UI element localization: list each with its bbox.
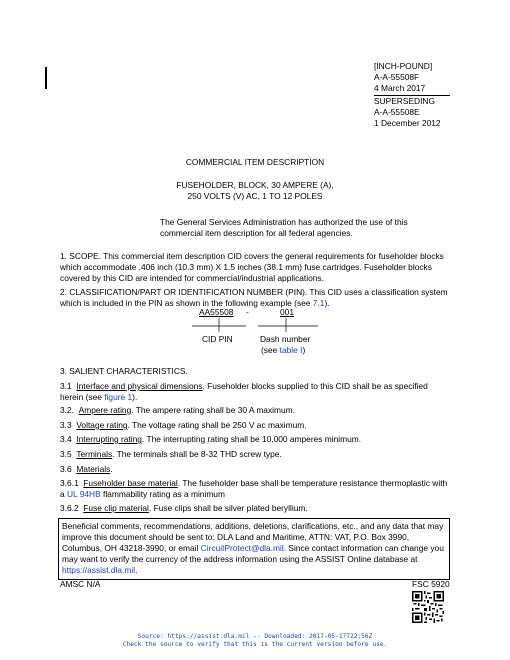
section-3-6-1-number: 3.6.1 xyxy=(60,478,79,488)
section-3-6-1-text: . The fuseholder base shall be temperature resistance thermoplastic with a xyxy=(60,478,448,499)
figure-reference-link[interactable]: figure 1 xyxy=(104,392,133,402)
qr-code-icon xyxy=(412,591,444,623)
authorization-line-1: The General Services Administration has authorized the use of this xyxy=(160,217,408,227)
section-3-6-title: Materials xyxy=(76,464,111,474)
classification-text-end: ). xyxy=(324,298,330,308)
footer-verify-line: Check the source to verify that this is the current version before use. xyxy=(122,641,388,648)
section-3-3-text: . The voltage rating shall be 250 V ac maximum. xyxy=(127,420,307,430)
section-3-2-text: . The ampere rating shall be 30 A maximum. xyxy=(131,405,295,415)
superseded-date: 1 December 2012 xyxy=(374,118,441,128)
section-3-3-number: 3.3 xyxy=(60,420,72,430)
comments-notice-box xyxy=(58,518,450,580)
document-id: A-A-55508F xyxy=(374,72,420,82)
download-footer xyxy=(0,633,510,649)
section-3-1-title: Interface and physical dimensions xyxy=(76,381,203,391)
section-3-5-number: 3.5 xyxy=(60,449,72,459)
section-3-6-1-title: Fuseholder base material xyxy=(83,478,178,488)
authorization-statement xyxy=(160,217,460,239)
pin-dash-part: 001 xyxy=(280,307,294,317)
pin-separator: - xyxy=(246,307,249,317)
section-3-4-text: . The interrupting rating shall be 10,000 amperes minimum. xyxy=(141,434,362,444)
item-title-line-2: 250 VOLTS (V) AC, 1 TO 12 POLES xyxy=(187,191,323,201)
section-3-2-title: Ampere rating xyxy=(78,405,132,415)
pin-cid-label: CID PIN xyxy=(202,334,233,344)
amsc-designation: AMSC N/A xyxy=(60,579,101,589)
section-3-5 xyxy=(60,449,452,460)
salient-heading: 3. SALIENT CHARACTERISTICS. xyxy=(60,366,188,376)
section-3-6-2-number: 3.6.2 xyxy=(60,503,79,513)
section-3-1-end: ). xyxy=(132,392,138,402)
section-3-1-text: . Fuseholder blocks supplied to this CID shall be as specified herein (see xyxy=(60,381,428,402)
pin-dash-ref-close: ) xyxy=(302,345,306,355)
section-3-3-title: Voltage rating xyxy=(76,420,128,430)
document-type-title: COMMERCIAL ITEM DESCRIPTION xyxy=(185,157,325,167)
section-3-5-text: . The terminals shall be 8-32 THD screw type. xyxy=(112,449,282,459)
section-3-2 xyxy=(60,405,452,416)
notice-text-2: . Since contact information can change you may want to verify the currency of the address information using the ASSIST Online database at xyxy=(62,543,444,564)
pin-dash-reference xyxy=(261,345,305,356)
section-3-6-1 xyxy=(60,478,452,500)
footer-source-line: Source: https://assist.dla.mil -- Downloaded: 2017-05-17T22:56Z xyxy=(137,633,373,640)
ul-94hb-link[interactable]: UL 94HB xyxy=(67,489,101,499)
fsc-code: FSC 5920 xyxy=(412,579,450,589)
authorization-line-2: commercial item description for all federal agencies. xyxy=(160,228,353,238)
section-3-6-2 xyxy=(60,503,452,514)
pin-example-diagram xyxy=(190,306,330,356)
section-3-6-2-text: . Fuse clips shall be silver plated beryllium. xyxy=(148,503,308,513)
section-3-2-number: 3.2. xyxy=(60,405,74,415)
notice-text-3: . xyxy=(135,565,138,575)
classification-text: 2. CLASSIFICATION/PART OR IDENTIFICATION NUMBER (PIN). This CID uses a classification system which is included in the PIN as shown in the following example (see xyxy=(60,287,448,308)
section-3-5-title: Terminals xyxy=(76,449,113,459)
revision-change-bar xyxy=(45,67,47,89)
item-title-line-1: FUSEHOLDER, BLOCK, 30 AMPERE (A), xyxy=(176,180,334,190)
section-3-4-title: Interrupting rating xyxy=(76,434,142,444)
scope-paragraph: 1. SCOPE. This commercial item description CID covers the general requirements for fuseholder blocks which accommodate .406 inch (10.3 mm) X 1.5 inches (38.1 mm) fuse cartridges. Fuseholder blocks covered by this CID are intended for commercial/industrial applications. xyxy=(60,251,444,283)
pin-dash-label: Dash number xyxy=(260,334,311,344)
section-3-4 xyxy=(60,434,452,445)
section-3-1 xyxy=(60,381,452,403)
section-3-4-number: 3.4 xyxy=(60,434,72,444)
section-3-6-2-title: Fuse clip material xyxy=(83,503,149,513)
pin-dash-ref-open: (see xyxy=(261,345,280,355)
section-3-1-number: 3.1 xyxy=(60,381,72,391)
section-3-6-1-end: flammability rating as a minimum xyxy=(100,489,225,499)
pin-bracket-lines xyxy=(190,318,330,334)
superseding-label: SUPERSEDING xyxy=(374,96,435,106)
notice-email-link[interactable]: CircuitProtect@dla.mil xyxy=(200,543,284,553)
table-reference-link[interactable]: table I xyxy=(279,345,303,355)
document-date: 4 March 2017 xyxy=(374,83,426,93)
designation: [INCH-POUND] xyxy=(374,61,433,71)
document-identifier-block xyxy=(374,61,454,129)
section-3-6 xyxy=(60,464,452,475)
classification-ref-link[interactable]: 7.1 xyxy=(312,298,325,308)
section-3-6-text: . xyxy=(110,464,113,474)
notice-text: Beneficial comments, recommendations, additions, deletions, clarifications, etc., and any data that may improve this document should be sent to: DLA Land and Maritime, ATTN: VAT, P.O. Box 3990, Columbus, OH 43218-3990, or email xyxy=(62,521,444,553)
assist-url-link[interactable]: https://assist.dla.mil xyxy=(62,565,136,575)
pin-cid-part: AA55508 xyxy=(199,307,234,317)
section-3-6-number: 3.6 xyxy=(60,464,72,474)
section-3-3 xyxy=(60,420,452,431)
superseded-id: A-A-55508E xyxy=(374,107,420,117)
